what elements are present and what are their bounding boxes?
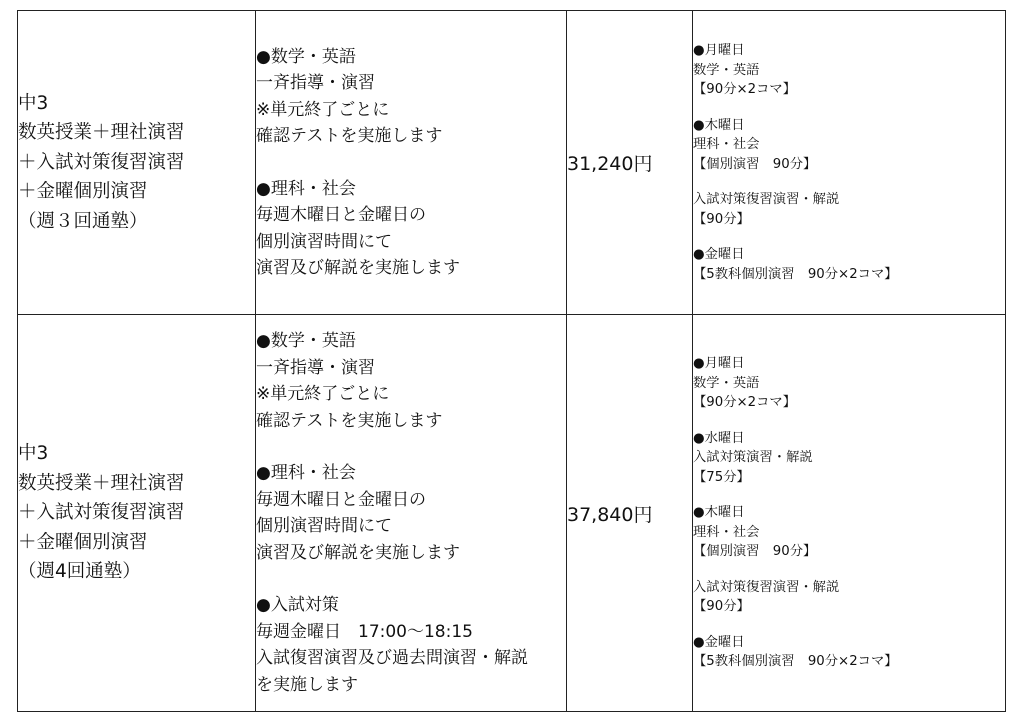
course-name-cell <box>18 11 256 315</box>
schedule-line: 数学・英語 <box>693 375 760 391</box>
content-line: 確認テストを実施します <box>256 126 443 146</box>
content-line: 演習及び解説を実施します <box>256 258 460 278</box>
schedule-line: 【個別演習 90分】 <box>693 156 817 172</box>
schedule-day: ●金曜日 <box>693 634 745 650</box>
content-heading: ●理科・社会 <box>256 178 356 199</box>
schedule-line: 【5教科個別演習 90分×2コマ】 <box>693 654 898 670</box>
price-cell <box>567 315 693 712</box>
course-name-line: ＋金曜個別演習 <box>18 181 148 203</box>
course-name-line: ＋金曜個別演習 <box>18 531 148 553</box>
schedule-line: 入試対策復習演習・解説 <box>693 579 840 595</box>
schedule-line: 理科・社会 <box>693 137 760 152</box>
schedule-line: 【90分×2コマ】 <box>693 82 797 97</box>
content-line: 入試復習演習及び過去問演習・解説 <box>256 648 528 668</box>
course-table <box>17 10 1006 712</box>
schedule-line: 入試対策演習・解説 <box>693 450 813 466</box>
content-heading: ●数学・英語 <box>256 331 356 351</box>
course-name-cell <box>18 315 256 712</box>
course-content-cell <box>256 11 567 315</box>
table-row <box>18 11 1006 315</box>
schedule-cell <box>693 315 1006 712</box>
schedule-day: ●月曜日 <box>693 43 745 58</box>
content-line: ※単元終了ごとに <box>256 99 390 120</box>
content-line: 個別演習時間にて <box>256 516 392 536</box>
course-name-line: ＋入試対策復習演習 <box>18 502 185 524</box>
content-heading: ●理科・社会 <box>256 463 356 483</box>
schedule-line: 【90分】 <box>693 211 750 227</box>
content-line: 一斉指導・演習 <box>256 357 375 378</box>
monthly-price: 31,240円 <box>567 153 653 175</box>
content-line: ※単元終了ごとに <box>256 384 390 404</box>
content-line: 毎週金曜日 17:00〜18:15 <box>256 621 473 642</box>
course-name-line: 中3 <box>18 443 49 465</box>
course-content-cell <box>256 315 567 712</box>
content-line: 確認テストを実施します <box>256 410 443 431</box>
content-heading: ●入試対策 <box>256 595 339 615</box>
price-cell <box>567 11 693 315</box>
course-name-line: （週３回通塾） <box>18 210 148 232</box>
schedule-day: ●月曜日 <box>693 356 745 372</box>
course-name-line: ＋入試対策復習演習 <box>18 151 185 173</box>
schedule-cell <box>693 11 1006 315</box>
schedule-day: ●水曜日 <box>693 430 745 446</box>
schedule-line: 入試対策復習演習・解説 <box>693 192 840 207</box>
schedule-day: ●木曜日 <box>693 117 745 133</box>
monthly-price: 37,840円 <box>567 503 653 526</box>
content-line: 毎週木曜日と金曜日の <box>256 489 426 510</box>
course-name-line: 数英授業＋理社演習 <box>18 122 185 144</box>
table-row <box>18 315 1006 712</box>
schedule-line: 【75分】 <box>693 469 750 485</box>
schedule-line: 数学・英語 <box>693 62 760 78</box>
schedule-day: ●金曜日 <box>693 247 745 262</box>
schedule-line: 【90分】 <box>693 599 750 615</box>
course-name-line: 中3 <box>18 92 49 114</box>
schedule-line: 【個別演習 90分】 <box>693 544 817 560</box>
content-line: を実施します <box>256 674 358 695</box>
schedule-line: 理科・社会 <box>693 524 760 540</box>
course-name-line: 数英授業＋理社演習 <box>18 472 185 494</box>
content-heading: ●数学・英語 <box>256 46 356 67</box>
content-line: 演習及び解説を実施します <box>256 542 460 563</box>
content-line: 個別演習時間にて <box>256 231 392 252</box>
schedule-line: 【5教科個別演習 90分×2コマ】 <box>693 266 898 282</box>
schedule-line: 【90分×2コマ】 <box>693 395 797 411</box>
course-name-line: （週4回通塾） <box>18 561 141 583</box>
content-line: 一斉指導・演習 <box>256 73 375 93</box>
schedule-day: ●木曜日 <box>693 505 745 521</box>
content-line: 毎週木曜日と金曜日の <box>256 205 426 225</box>
